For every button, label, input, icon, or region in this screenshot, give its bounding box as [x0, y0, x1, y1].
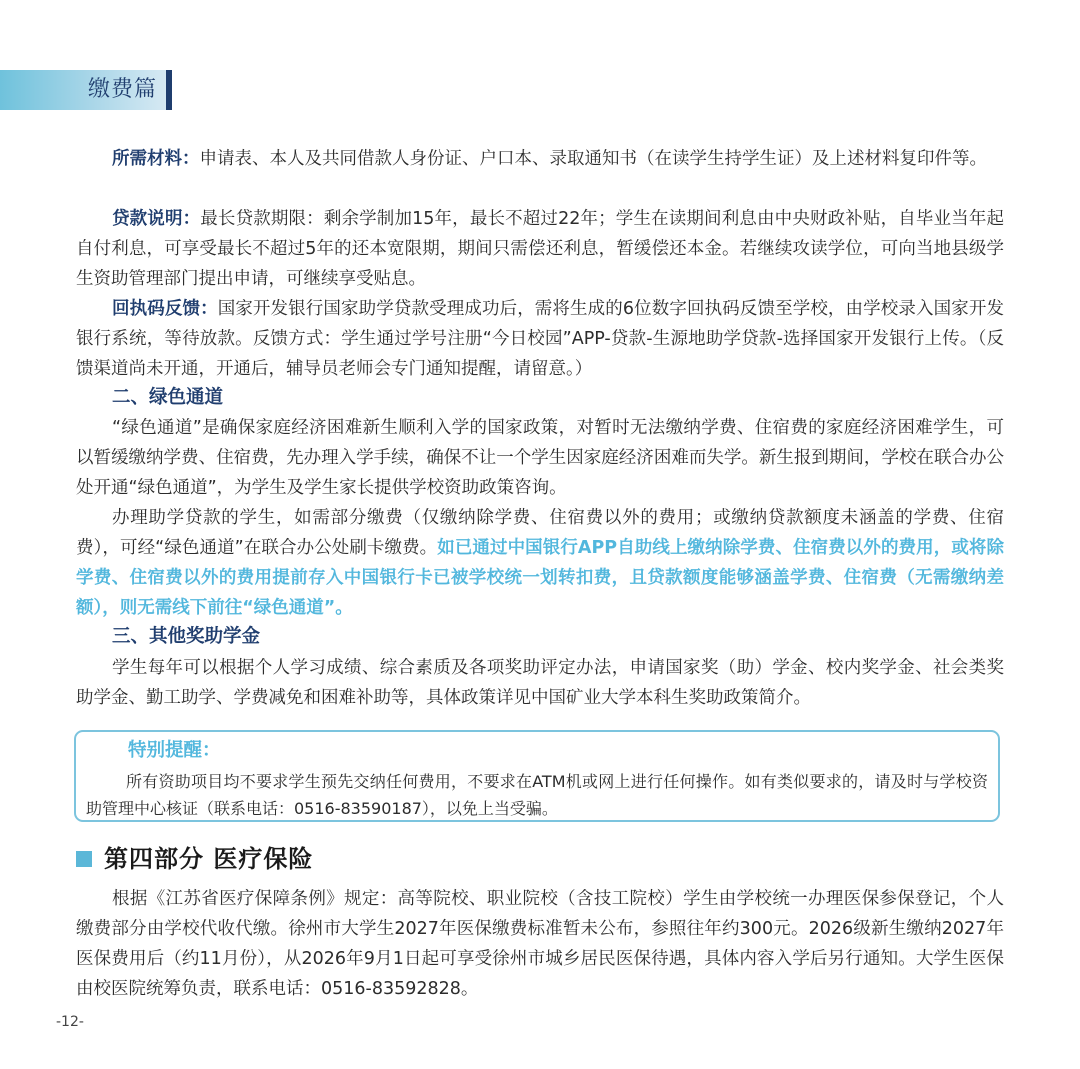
- green-channel-text: 办理助学贷款的学生，如需部分缴费（仅缴纳除学费、住宿费以外的费用；或缴纳贷款额度未涵盖的学费、住宿费），可经“绿色通道”在联合办公处刷卡缴费。: [76, 508, 1004, 558]
- receipt-text: 国家开发银行国家助学贷款受理成功后，需将生成的6位数字回执码反馈至学校，由学校录入国家开发银行系统，等待放款。反馈方式：学生通过学号注册“今日校园”APP-贷款-生源地助学贷款-选择国家开发银行上传。（反馈渠道尚未开通，开通后，辅导员老师会专门通知提醒，请留意。）: [76, 299, 1004, 379]
- loan-lead: 贷款说明：: [112, 209, 201, 229]
- other-scholarship-paragraph: 学生每年可以根据个人学习成绩、综合素质及各项奖助评定办法，申请国家奖（助）学金、校内奖学金、社会类奖助学金、勤工助学、学费减免和困难补助等，具体政策详见中国矿业大学本科生奖助政策简介。: [76, 658, 1004, 708]
- section-bullet-square: [76, 851, 92, 867]
- green-channel-heading: 二、绿色通道: [112, 387, 224, 408]
- loan-paragraph: [76, 204, 1004, 294]
- green-channel-highlight: 如已通过中国银行APP自助线上缴纳除学费、住宿费以外的费用，或将除学费、住宿费以外的费用提前存入中国银行卡已被学校统一划转扣费，且贷款额度能够涵盖学费、住宿费（无需缴纳差额），则无需线下前往“绿色通道”。: [76, 538, 1004, 618]
- materials-paragraph: [76, 144, 1004, 174]
- page-number: -12-: [56, 1014, 84, 1030]
- special-reminder-text: 所有资助项目均不要求学生预先交纳任何费用，不要求在ATM机或网上进行任何操作。如有类似要求的，请及时与学校资助管理中心核证（联系电话：0516-83590187），以免上当受骗。: [86, 772, 988, 818]
- header-accent-bar: [166, 70, 172, 110]
- special-reminder-title: 特别提醒：: [128, 740, 221, 761]
- loan-text: 最长贷款期限：剩余学制加15年，最长不超过22年；学生在读期间利息由中央财政补贴，自毕业当年起自付利息，可享受最长不超过5年的还本宽限期，期间只需偿还利息，暂缓偿还本金。若继续攻读学位，可向当地县级学生资助管理部门提出申请，可继续享受贴息。: [76, 209, 1004, 289]
- green-channel-paragraph-2: [76, 503, 1004, 623]
- materials-lead: 所需材料：: [112, 149, 200, 169]
- section-header-title: 缴费篇: [88, 77, 158, 102]
- receipt-paragraph: [76, 294, 1004, 384]
- medical-insurance-paragraph: 根据《江苏省医疗保障条例》规定：高等院校、职业院校（含技工院校）学生由学校统一办理医保参保登记，个人缴费部分由学校代收代缴。徐州市大学生2027年医保缴费标准暂未公布，参照往年约300元。2026级新生缴纳2027年医保费用后（约11月份），从2026年9月1日起可享受徐州市城乡居民医保待遇，具体内容入学后另行通知。大学生医保由校医院统筹负责，联系电话：0516-83592828。: [76, 889, 1004, 999]
- receipt-lead: 回执码反馈：: [112, 299, 218, 319]
- green-channel-paragraph-1: “绿色通道”是确保家庭经济困难新生顺利入学的国家政策，对暂时无法缴纳学费、住宿费的家庭经济困难学生，可以暂缓缴纳学费、住宿费，先办理入学手续，确保不让一个学生因家庭经济困难而失学。新生报到期间，学校在联合办公处开通“绿色通道”，为学生及学生家长提供学校资助政策咨询。: [76, 418, 1004, 498]
- section-4-title: 第四部分 医疗保险: [104, 845, 314, 873]
- other-scholarship-heading: 三、其他奖助学金: [112, 626, 261, 647]
- materials-text: 申请表、本人及共同借款人身份证、户口本、录取通知书（在读学生持学生证）及上述材料复印件等。: [199, 149, 987, 169]
- special-reminder-box: [74, 730, 1000, 822]
